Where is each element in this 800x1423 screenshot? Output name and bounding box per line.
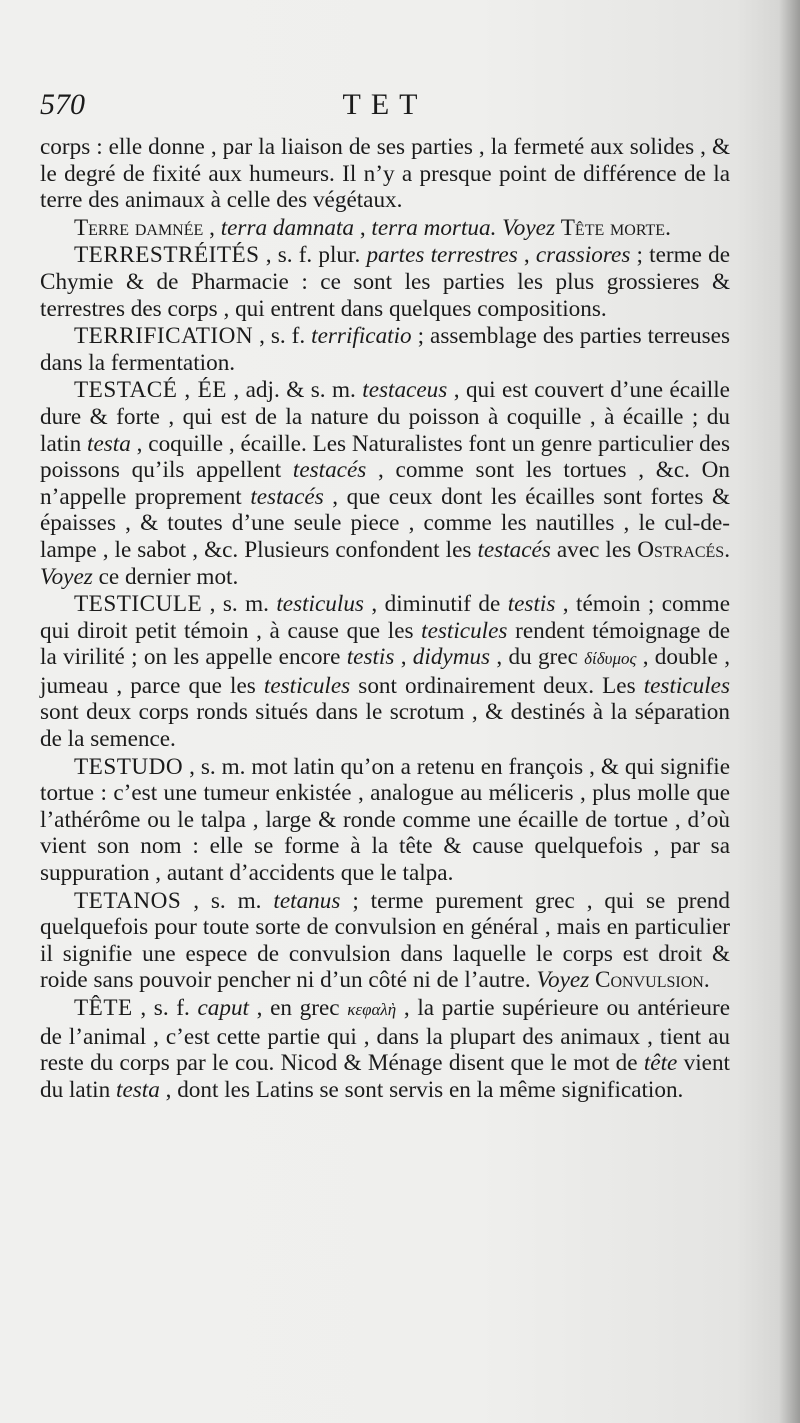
text-run: sont deux corps ronds situés dans le scrotum , & destinés à la séparation de la semence. (40, 699, 730, 753)
italic-term: testa (116, 1076, 160, 1103)
text-run: , adj. & s. m. (226, 377, 363, 404)
text-run: , s. f. (253, 323, 312, 350)
entry-paragraph (40, 995, 730, 1103)
headword: TESTACÉ , ÉE (74, 377, 227, 404)
text-run: , qui est couvert d’une écaille dure & forte , qui est de la nature du poisson à coquille , à écaille ; du latin (40, 377, 730, 457)
text-run: , du grec (490, 644, 585, 671)
italic-term: testicules (263, 672, 351, 699)
italic-term: testaceus (362, 377, 448, 404)
text-run: ; terme purement grec , qui se prend quelquefois pour toute sorte de convulsion en général , mais en particulier il signifie une espece de convulsion dans laquelle le corps est droit & roide sans pouvoir pencher ni d’un côté ni de l’autre. (40, 887, 730, 994)
text-run: , double , jumeau , parce que les (40, 644, 731, 699)
text-run: , s. m. (202, 591, 277, 618)
entry-paragraph (40, 754, 730, 887)
italic-term: crassiores (535, 242, 631, 269)
italic-term: tête (643, 1050, 678, 1077)
italic-term: Voyez (536, 967, 590, 994)
entry-paragraph (40, 215, 730, 242)
text-run: sont ordinairement deux. Les (350, 672, 644, 699)
greek-term: δίδυμος (584, 649, 637, 669)
text-run: avec les (550, 536, 638, 563)
italic-term: testacés (292, 457, 367, 484)
headword: TERRESTRÉITÉS (74, 242, 260, 269)
entry-paragraph (40, 323, 730, 376)
text-run: , s. f. plur. (259, 242, 367, 269)
italic-term: Voyez (40, 563, 93, 590)
italic-term: tetanus (273, 887, 341, 914)
entry-paragraph (40, 242, 730, 322)
running-head: TET (342, 88, 428, 121)
text-run: , dont les Latins se sont servis en la même signification. (159, 1076, 684, 1103)
headword: TESTUDO (74, 753, 184, 780)
italic-term: partes terrestres (366, 242, 518, 269)
text-run: , (517, 242, 536, 269)
italic-term: testicules (643, 672, 730, 699)
text-run: , s. m. mot latin qu’on a retenu en françois , & qui signifie tortue : c’est une tumeur enkistée , analogue au méliceris , plus molle que l’athérôme ou le talpa , large & ronde comme une écaille de tortue , d’où vient son nom : elle se forme à la tête & cause quelquefois , par sa suppuration , autant d’accidents que le talpa. (40, 753, 730, 887)
headword: TESTICULE (74, 591, 203, 618)
italic-term: testis (507, 591, 556, 618)
text-run: , (354, 214, 372, 241)
text-run: , témoin ; comme qui diroit petit témoin , à cause que les (40, 591, 731, 644)
text-run: , en grec (248, 995, 348, 1021)
text-run: ; assemblage des parties terreuses dans la fermentation. (40, 323, 730, 376)
text-run: ; terme de Chymie & de Pharmacie : ce sont les parties les plus grossieres & terrestres des corps , qui entrent dans quelques compositions. (40, 242, 730, 322)
small-caps-term: Tête morte. (560, 214, 671, 241)
italic-term: testiculus (276, 591, 364, 618)
small-caps-term: Convulsion. (595, 967, 710, 994)
italic-term: didymus (412, 644, 491, 671)
text-run: , s. m. (181, 887, 274, 914)
italic-term: testacés (250, 483, 324, 510)
text-run: , diminutif de (363, 591, 508, 618)
greek-term: κεφαλὴ (347, 1000, 397, 1019)
headword: TÊTE (74, 995, 133, 1021)
text-run: , que ceux dont les écailles sont fortes & épaisses , & toutes d’une seule piece , comme les nautilles , le cul-de-lampe , le sabot , &c. Plusieurs confondent les (40, 483, 730, 563)
italic-term: testa (87, 430, 131, 457)
text-run: , s. f. (132, 995, 198, 1021)
italic-term: caput (197, 995, 249, 1021)
page-number: 570 (40, 88, 85, 121)
text-run: ce dernier mot. (92, 563, 239, 590)
text-run: , (203, 214, 221, 241)
dictionary-text (40, 134, 730, 1104)
page-spine-shadow (778, 0, 800, 1423)
small-caps-term: Terre damnée (74, 214, 204, 241)
headword: TETANOS (74, 887, 182, 914)
entry-paragraph (40, 134, 730, 214)
italic-term: terra mortua. (371, 214, 497, 241)
text-run: corps : elle donne , par la liaison de ses parties , la fermeté aux solides , & le degré de fixité aux humeurs. Il n’y a presque point de différence de la terre des animaux à celle des végétaux. (40, 134, 730, 214)
text-run: , coquille , écaille. Les Naturalistes font un genre particulier des poissons qu’ils appellent (40, 430, 730, 484)
text-run: rendent témoignage de la virilité ; on les appelle encore (40, 617, 730, 671)
entry-paragraph (40, 591, 730, 753)
italic-term: terra damnata (220, 214, 355, 241)
text-run: , (394, 644, 413, 671)
text-run: vient du latin (40, 1050, 730, 1103)
italic-term: terrificatio (311, 323, 412, 350)
page-header (40, 88, 730, 128)
small-caps-term: Ostracés. (637, 536, 730, 563)
entry-paragraph (40, 377, 730, 590)
italic-term: testis (346, 644, 395, 671)
entry-paragraph (40, 888, 730, 994)
italic-term: testicules (421, 617, 508, 644)
text-run: , comme sont les tortues , &c. On n’appelle proprement (40, 457, 730, 510)
italic-term: testacés (477, 536, 551, 563)
headword: TERRIFICATION (74, 323, 254, 350)
italic-term: Voyez (502, 214, 555, 241)
text-run: , la partie supérieure ou antérieure de l’animal , c’est cette partie qui , dans la plupart des animaux , tient au reste du corps par le cou. Nicod & Ménage disent que le mot de (40, 995, 730, 1077)
